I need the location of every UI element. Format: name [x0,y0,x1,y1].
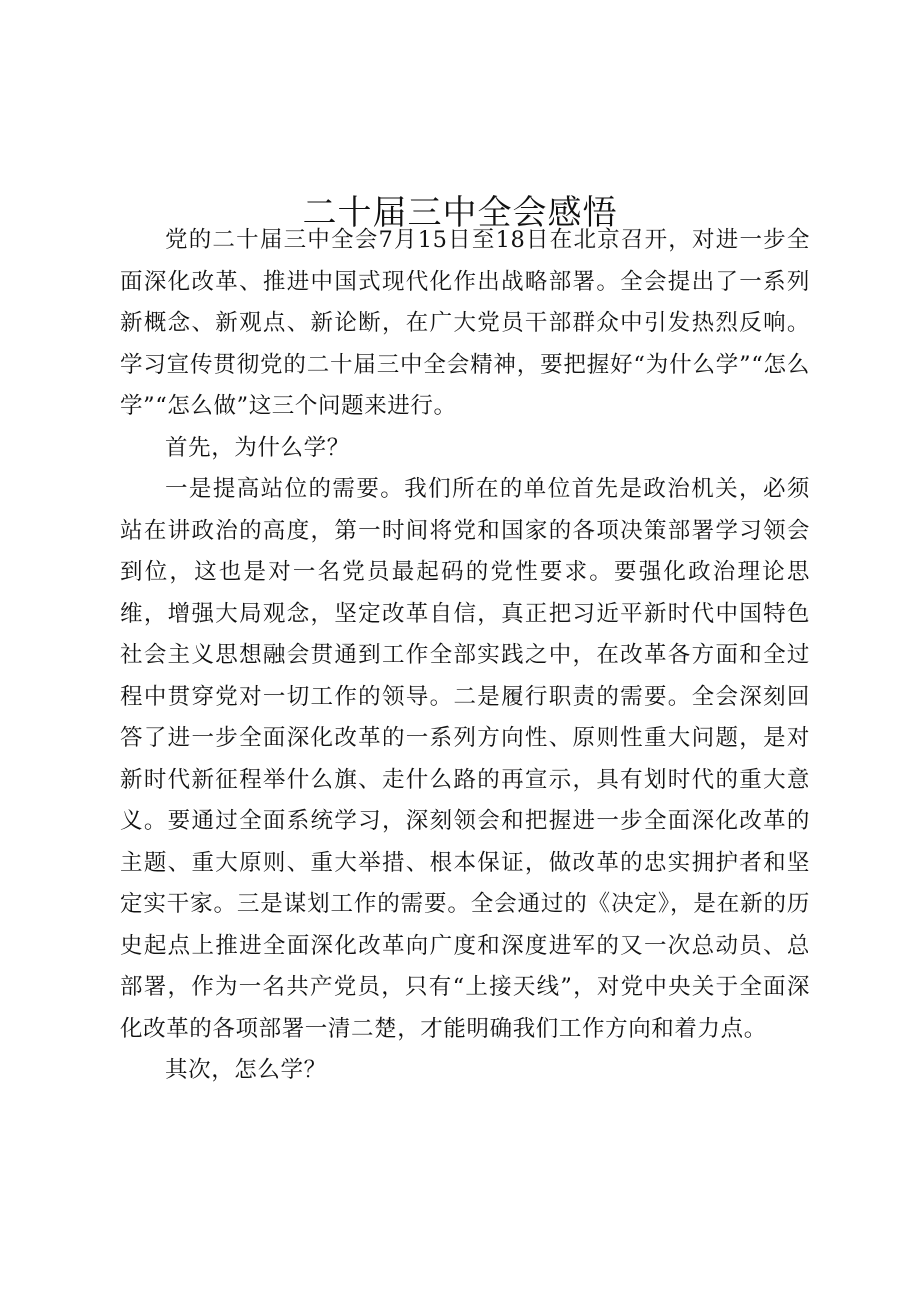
section-heading-why-study: 首先，为什么学？ [165,434,350,461]
document-title: 二十届三中全会感悟 [302,192,618,233]
section-heading-how-to-study: 其次，怎么学？ [165,1057,327,1083]
document-body [120,220,810,1092]
paragraph-why-study-reasons: 一是提高站位的需要。我们所在的单位首先是政治机关，必须站在讲政治的高度，第一时间将党和国家的各项决策部署学习领会到位，这也是对一名党员最起码的党性要求。要强化政治理论思维，增强大局观念，坚定改革自信，真正把习近平新时代中国特色社会主义思想融会贯通到工作全部实践之中，在改革各方面和全过程中贯穿党对一切工作的领导。二是履行职责的需要。全会深刻回答了进一步全面深化改革的一系列方向性、原则性重大问题，是对新时代新征程举什么旗、走什么路的再宣示，具有划时代的重大意义。要通过全面系统学习，深刻领会和把握进一步全面深化改革的主题、重大原则、重大举措、根本保证，做改革的忠实拥护者和坚定实干家。三是谋划工作的需要。全会通过的《决定》，是在新的历史起点上推进全面深化改革向广度和深度进军的又一次总动员、总部署，作为一名共产党员，只有“上接天线”，对党中央关于全面深化改革的各项部署一清二楚，才能明确我们工作方向和着力点。 [120,476,810,1042]
paragraph-intro: 党的二十届三中全会7月15日至18日在北京召开，对进一步全面深化改革、推进中国式现代化作出战略部署。全会提出了一系列新概念、新观点、新论断，在广大党员干部群众中引发热烈反响。学习宣传贯彻党的二十届三中全会精神，要把握好“为什么学”“怎么学”“怎么做”这三个问题来进行。 [120,227,810,419]
